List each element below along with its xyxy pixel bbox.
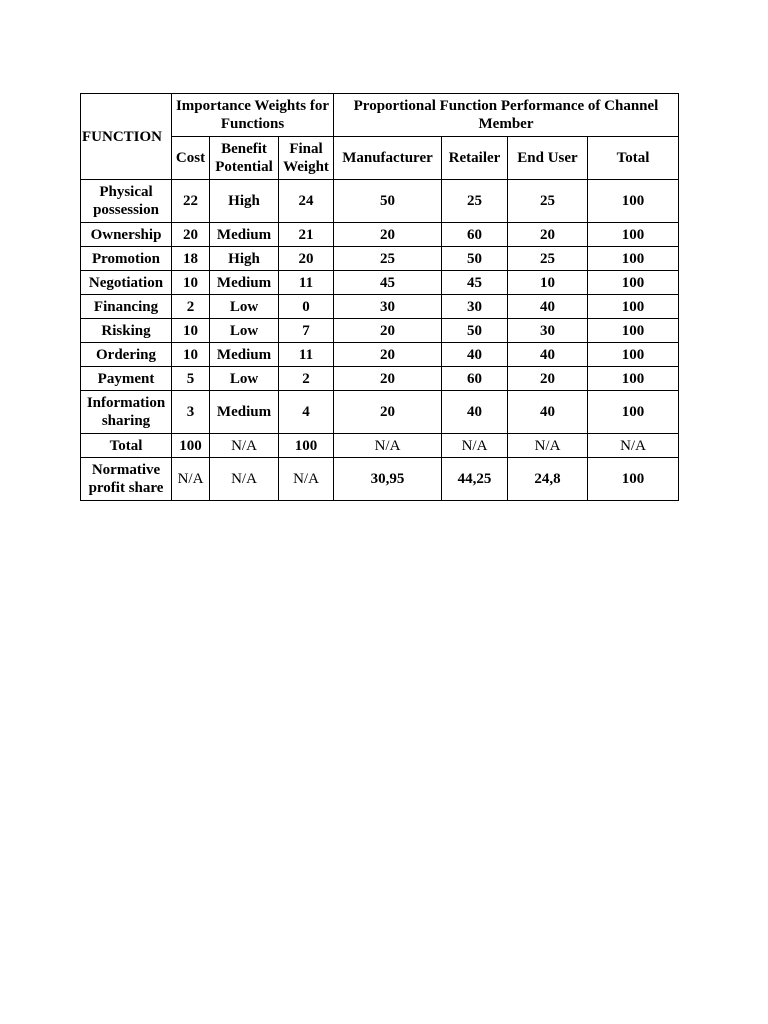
table-row — [81, 247, 679, 271]
final-weight-cell: 11 — [279, 271, 334, 295]
end-user-cell: 10 — [508, 271, 588, 295]
table-row — [81, 343, 679, 367]
final-weight-cell: 2 — [279, 367, 334, 391]
final-weight-cell: 21 — [279, 223, 334, 247]
cost-cell: 20 — [172, 223, 210, 247]
benefit-cell: Medium — [210, 391, 279, 434]
manufacturer-cell: 20 — [334, 343, 442, 367]
final-weight-cell: 11 — [279, 343, 334, 367]
total-row — [81, 434, 679, 458]
benefit-cell: Medium — [210, 223, 279, 247]
retailer-cell: 44,25 — [442, 458, 508, 501]
header-total: Total — [588, 137, 679, 180]
total-cell: 100 — [588, 247, 679, 271]
end-user-cell: 25 — [508, 247, 588, 271]
retailer-cell: 50 — [442, 247, 508, 271]
cost-cell: 2 — [172, 295, 210, 319]
total-cell: 100 — [588, 319, 679, 343]
table-row — [81, 180, 679, 223]
table-row — [81, 223, 679, 247]
retailer-cell: 40 — [442, 391, 508, 434]
header-final-weight: Final Weight — [279, 137, 334, 180]
cost-cell: 22 — [172, 180, 210, 223]
cost-cell: 100 — [172, 434, 210, 458]
table-row — [81, 271, 679, 295]
header-retailer: Retailer — [442, 137, 508, 180]
retailer-cell: 40 — [442, 343, 508, 367]
end-user-cell: 40 — [508, 343, 588, 367]
end-user-cell: 20 — [508, 367, 588, 391]
function-name: Ownership — [81, 223, 172, 247]
benefit-cell: High — [210, 247, 279, 271]
manufacturer-cell: 25 — [334, 247, 442, 271]
manufacturer-cell: 20 — [334, 319, 442, 343]
total-cell: 100 — [588, 223, 679, 247]
benefit-cell: N/A — [210, 458, 279, 501]
table-row — [81, 391, 679, 434]
normative-profit-row — [81, 458, 679, 501]
end-user-cell: 20 — [508, 223, 588, 247]
channel-function-table — [80, 93, 679, 501]
header-end-user: End User — [508, 137, 588, 180]
header-manufacturer: Manufacturer — [334, 137, 442, 180]
benefit-cell: Low — [210, 319, 279, 343]
cost-cell: 5 — [172, 367, 210, 391]
function-name: Financing — [81, 295, 172, 319]
manufacturer-cell: 50 — [334, 180, 442, 223]
function-name: Ordering — [81, 343, 172, 367]
end-user-cell: N/A — [508, 434, 588, 458]
function-name: Payment — [81, 367, 172, 391]
retailer-cell: 25 — [442, 180, 508, 223]
retailer-cell: N/A — [442, 434, 508, 458]
cost-cell: 10 — [172, 271, 210, 295]
header-importance-weights: Importance Weights for Functions — [172, 94, 334, 137]
final-weight-cell: 4 — [279, 391, 334, 434]
manufacturer-cell: 30 — [334, 295, 442, 319]
end-user-cell: 24,8 — [508, 458, 588, 501]
function-name: Information sharing — [81, 391, 172, 434]
cost-cell: 10 — [172, 319, 210, 343]
table-row — [81, 367, 679, 391]
end-user-cell: 40 — [508, 295, 588, 319]
manufacturer-cell: 20 — [334, 391, 442, 434]
benefit-cell: Medium — [210, 343, 279, 367]
function-name: Negotiation — [81, 271, 172, 295]
total-cell: 100 — [588, 180, 679, 223]
final-weight-cell: 7 — [279, 319, 334, 343]
retailer-cell: 60 — [442, 367, 508, 391]
end-user-cell: 30 — [508, 319, 588, 343]
manufacturer-cell: 45 — [334, 271, 442, 295]
header-function: FUNCTION — [81, 94, 172, 180]
cost-cell: 10 — [172, 343, 210, 367]
total-cell: 100 — [588, 271, 679, 295]
header-cost: Cost — [172, 137, 210, 180]
retailer-cell: 45 — [442, 271, 508, 295]
function-name: Physical possession — [81, 180, 172, 223]
manufacturer-cell: 20 — [334, 367, 442, 391]
retailer-cell: 50 — [442, 319, 508, 343]
cost-cell: 3 — [172, 391, 210, 434]
table-row — [81, 295, 679, 319]
final-weight-cell: 24 — [279, 180, 334, 223]
final-weight-cell: 0 — [279, 295, 334, 319]
function-name: Risking — [81, 319, 172, 343]
function-name: Total — [81, 434, 172, 458]
benefit-cell: Medium — [210, 271, 279, 295]
end-user-cell: 40 — [508, 391, 588, 434]
benefit-cell: Low — [210, 367, 279, 391]
total-cell: 100 — [588, 295, 679, 319]
retailer-cell: 30 — [442, 295, 508, 319]
cost-cell: 18 — [172, 247, 210, 271]
benefit-cell: N/A — [210, 434, 279, 458]
cost-cell: N/A — [172, 458, 210, 501]
retailer-cell: 60 — [442, 223, 508, 247]
final-weight-cell: 100 — [279, 434, 334, 458]
total-cell: 100 — [588, 343, 679, 367]
header-benefit-potential: Benefit Potential — [210, 137, 279, 180]
end-user-cell: 25 — [508, 180, 588, 223]
benefit-cell: High — [210, 180, 279, 223]
total-cell: N/A — [588, 434, 679, 458]
benefit-cell: Low — [210, 295, 279, 319]
final-weight-cell: N/A — [279, 458, 334, 501]
total-cell: 100 — [588, 458, 679, 501]
manufacturer-cell: N/A — [334, 434, 442, 458]
total-cell: 100 — [588, 391, 679, 434]
total-cell: 100 — [588, 367, 679, 391]
function-name: Normative profit share — [81, 458, 172, 501]
manufacturer-cell: 30,95 — [334, 458, 442, 501]
header-function-performance: Proportional Function Performance of Channel Member — [334, 94, 679, 137]
manufacturer-cell: 20 — [334, 223, 442, 247]
function-name: Promotion — [81, 247, 172, 271]
final-weight-cell: 20 — [279, 247, 334, 271]
table-row — [81, 319, 679, 343]
